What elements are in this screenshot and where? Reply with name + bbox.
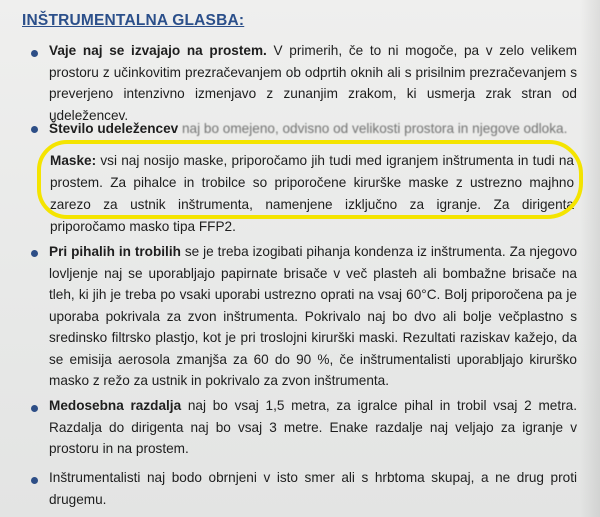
bullet-icon — [31, 50, 38, 57]
highlight-ellipse — [37, 140, 583, 219]
list-item-text — [49, 118, 577, 140]
list-item-text — [49, 241, 577, 392]
list-item-bold: Vaje naj se izvajajo na prostem. — [49, 43, 267, 58]
list-item-body: naj bo vsaj 1,5 metra, za igralce pihal in trobil vsaj 2 metra. Razdalja do dirigenta naj bo vsaj 3 metre. Enake razdalje naj veljajo za igranje v prostoru in na prostem. — [49, 398, 577, 456]
list-item-body: vsi naj nosijo maske, priporočamo jih tudi med igranjem inštrumenta in tudi na prostem. Za pihalce in trobilce so priporočene kirurške maske z ustrezno majhno zarezo za ustnik inštrumenta, namenjene izključno za igranje. Za dirigenta priporočamo masko tipa FFP2. — [50, 153, 574, 234]
list-item-text — [49, 467, 577, 510]
list-item-text — [49, 395, 577, 460]
list-item-bold: Maske: — [50, 153, 97, 168]
section-heading: INŠTRUMENTALNA GLASBA: — [22, 12, 245, 29]
list-item-body: Inštrumentalisti naj bodo obrnjeni v isto smer ali s hrbtoma skupaj, a ne drug proti drugemu. — [49, 470, 577, 507]
list-item-body: naj bo omejeno, odvisno od velikosti prostora in njegove odloka. — [178, 121, 568, 136]
list-item-bold: Medosebna razdalja — [49, 398, 182, 413]
list-item-body: se je treba izogibati pihanja kondenza iz inštrumenta. Za njegovo lovljenje naj se uporabljajo papirnate brisače v več plasteh ali bombažne brisače na tleh, ki jih je treba po vsaki uporabi ustrezno oprati na vsaj 60°C. Bolj priporočena pa je uporaba pokrivala za zvon inštrumenta. Pokrivalo naj bo dvo ali bolje večplastno s sredinsko filtrsko plastjo, kot je pri troslojni kirurški maski. Rezultati raziskav kažejo, da se emisija aerosola zmanjša za 60 do 90 %, če inštrumentalisti uporabljajo kirurško masko z režo za ustnik in pokrivalo za zvon inštrumenta. — [49, 244, 577, 388]
bullet-icon — [31, 405, 38, 412]
list-item-text — [49, 40, 577, 126]
page-shadow — [580, 0, 600, 517]
bullet-icon — [31, 126, 38, 133]
list-item-bold: Pri pihalih in trobilih — [49, 244, 181, 259]
bullet-icon — [31, 477, 38, 484]
bullet-icon — [31, 250, 38, 257]
list-item-body: V primerih, če to ni mogoče, pa v zelo velikem prostoru z učinkovitim prezračevanjem ob odprtih oknih ali s prisilnim prezračevanjem s preverjeno intenzivno izmenjavo z zunanjim zrakom, ki usmerja zrak stran od udeležencev. — [49, 43, 577, 123]
list-item-bold: Število udeležencev — [49, 121, 179, 136]
